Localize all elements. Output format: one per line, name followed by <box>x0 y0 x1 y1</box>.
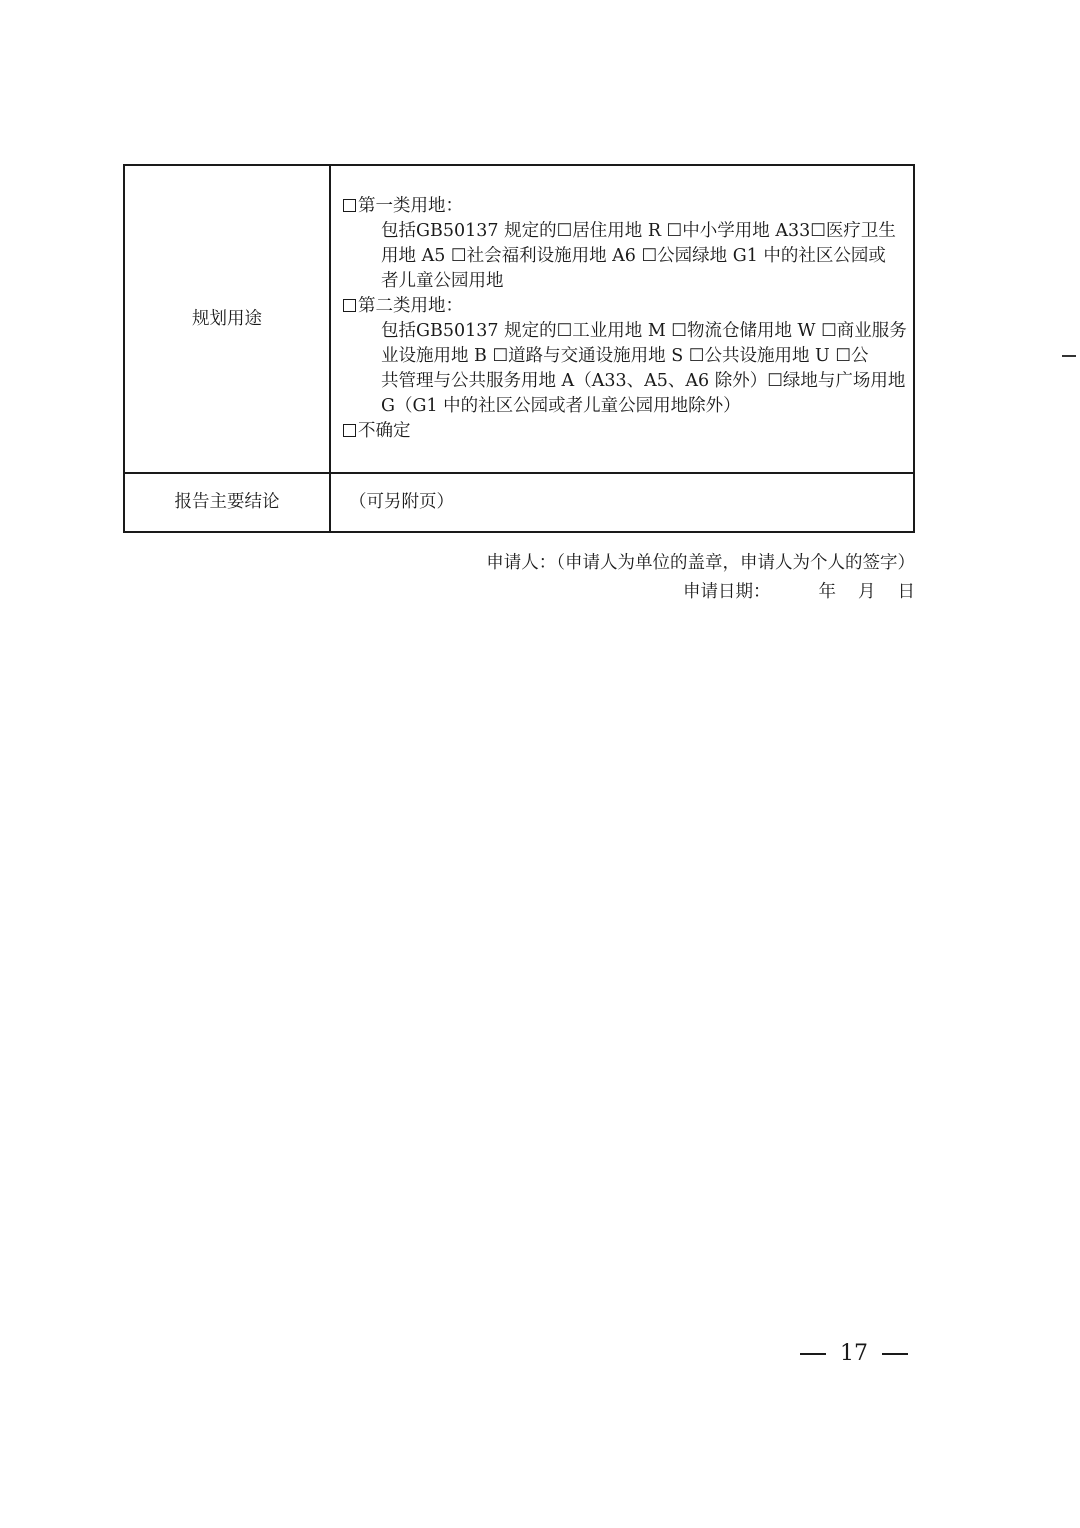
category2-option[interactable] <box>343 294 903 319</box>
category1-desc-line: 包括GB50137 规定的☐居住用地 R ☐中小学用地 A33☐医疗卫生 <box>381 221 896 241</box>
conclusion-value: （可另附页） <box>349 492 454 512</box>
category2-desc-line: 业设施用地 B ☐道路与交通设施用地 S ☐公共设施用地 U ☐公 <box>381 346 869 366</box>
application-form-table <box>123 164 915 533</box>
edge-scan-mark <box>1062 355 1076 357</box>
page-number <box>800 1339 908 1369</box>
date-day: 日 <box>897 582 915 602</box>
conclusion-field[interactable] <box>330 473 914 532</box>
uncertain-option[interactable] <box>343 419 903 444</box>
page-number-dash-right <box>882 1353 908 1355</box>
category1-option[interactable] <box>343 194 903 219</box>
planning-usage-label: 规划用途 <box>124 165 330 473</box>
applicant-signature-line: 申请人：（申请人为单位的盖章，申请人为个人的签字） <box>486 553 915 573</box>
application-date-line <box>683 580 915 605</box>
date-label: 申请日期： <box>683 582 771 602</box>
category1-title: 第一类用地： <box>358 196 463 216</box>
category1-description <box>343 219 903 294</box>
conclusion-label: 报告主要结论 <box>124 473 330 532</box>
category1-desc-line: 者儿童公园用地 <box>381 271 504 291</box>
date-month: 月 <box>858 582 876 602</box>
category2-desc-line: 包括GB50137 规定的☐工业用地 M ☐物流仓储用地 W ☐商业服务 <box>381 321 907 341</box>
uncertain-label: 不确定 <box>358 421 411 441</box>
planning-usage-options <box>330 165 914 473</box>
category2-desc-line: 共管理与公共服务用地 A（A33、A5、A6 除外）☐绿地与广场用地 <box>381 371 906 391</box>
conclusion-row <box>124 473 914 532</box>
category2-title: 第二类用地： <box>358 296 463 316</box>
category2-description <box>343 319 907 419</box>
category1-desc-line: 用地 A5 ☐社会福利设施用地 A6 ☐公园绿地 G1 中的社区公园或 <box>381 246 886 266</box>
category2-desc-line: G（G1 中的社区公园或者儿童公园用地除外） <box>381 396 741 416</box>
page-number-value: 17 <box>840 1341 868 1366</box>
category2-checkbox[interactable] <box>343 299 356 312</box>
date-year: 年 <box>818 582 836 602</box>
page-number-dash-left <box>800 1353 826 1355</box>
uncertain-checkbox[interactable] <box>343 424 356 437</box>
category1-checkbox[interactable] <box>343 199 356 212</box>
planning-usage-row <box>124 165 914 473</box>
